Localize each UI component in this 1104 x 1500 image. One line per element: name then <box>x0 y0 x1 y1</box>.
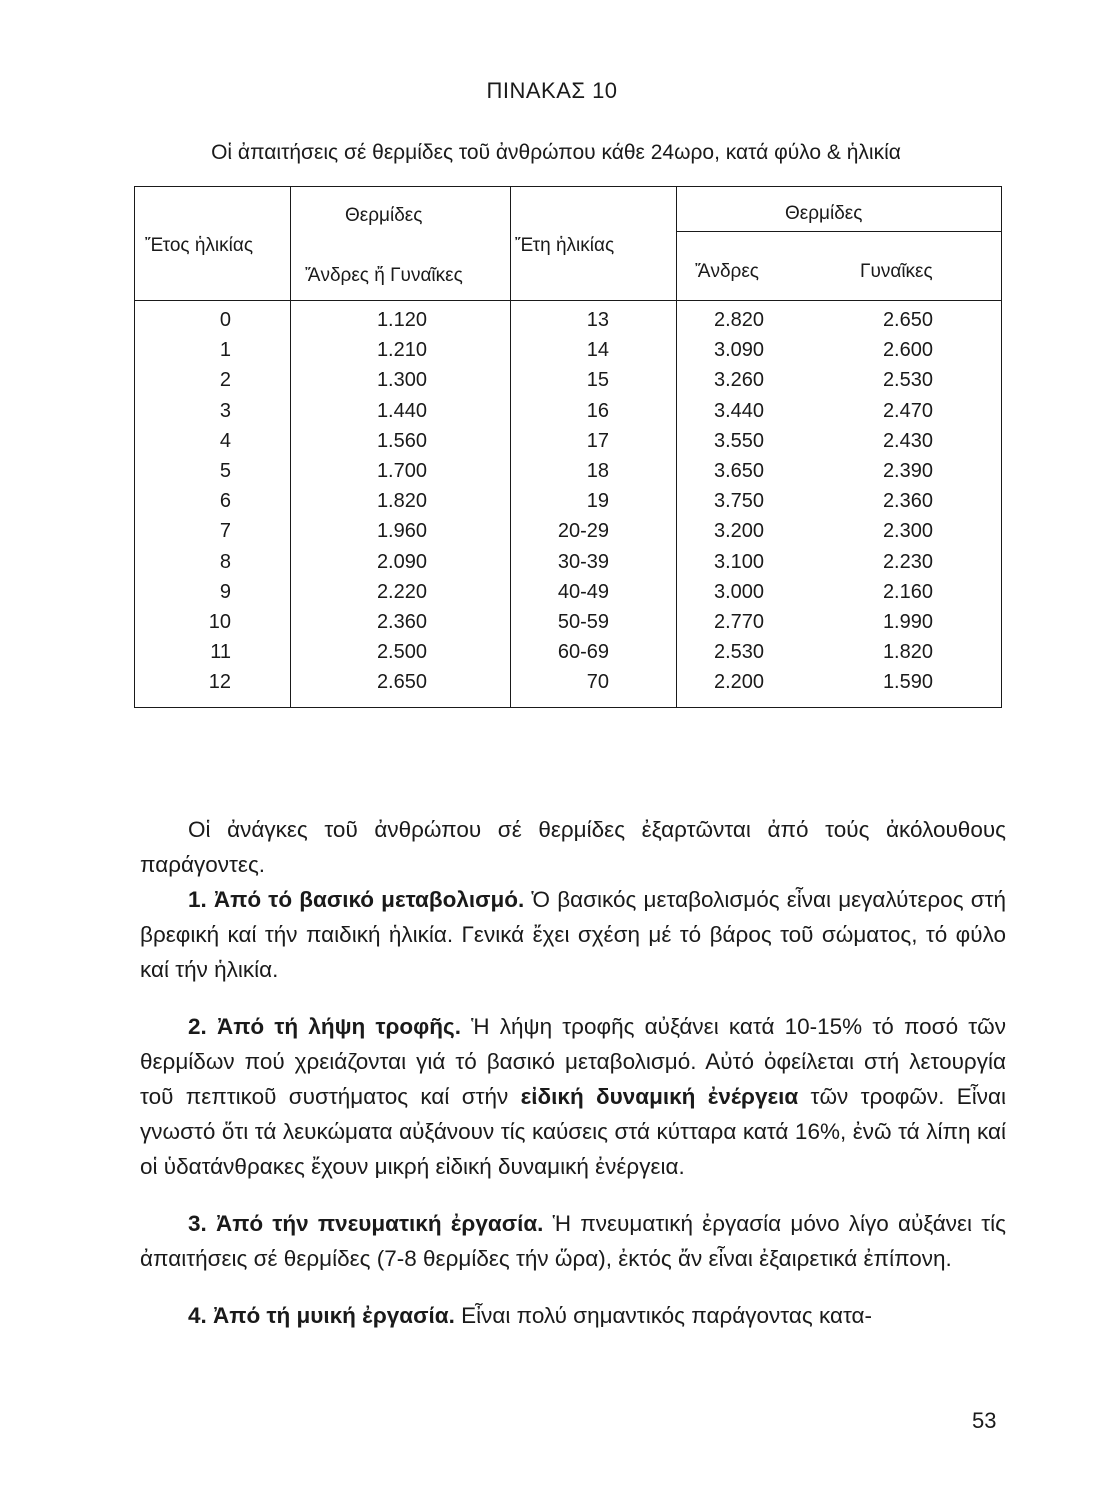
header-men: Ἄνδρες <box>695 261 759 282</box>
paragraph-spacer <box>140 1276 1006 1298</box>
paragraph-body: Ὁ βασικός μεταβολισμός εἶναι μεγαλύτερος στή βρεφική καί τήν παιδική ἡλικία. Γενικά ἔχει σχέση μέ τό βάρος τοῦ σώματος, τό φύλο καί τήν ἡλικία. <box>140 887 1006 982</box>
table-cell: 0 <box>219 309 231 331</box>
bold-term: εἰδική δυναμική ἐνέργεια <box>520 1084 799 1109</box>
paragraph-lead: 4. Ἀπό τή μυική ἐργασία. <box>188 1303 455 1328</box>
table-cell: 2.360 <box>882 490 933 513</box>
header-women: Γυναῖκες <box>860 261 933 282</box>
table-cell: 2.090 <box>376 550 427 573</box>
table-cell: 30-39 <box>557 550 609 573</box>
table-cell: 1.210 <box>376 339 427 362</box>
paragraph-spacer <box>140 1184 1006 1206</box>
paragraph-lead: 3. Ἀπό τήν πνευματική ἐργασία. <box>188 1211 544 1236</box>
table-cell: 1.440 <box>376 399 427 422</box>
table-cell: 2.770 <box>714 610 765 633</box>
table-cell: 50-59 <box>557 610 609 633</box>
table-cell: 6 <box>219 490 231 513</box>
table-cell: 60-69 <box>557 641 609 664</box>
table-cell: 10 <box>208 610 231 633</box>
table-cell: 70 <box>586 671 609 694</box>
paragraph-mental-work <box>140 1206 1006 1276</box>
paragraph-body: Εἶναι πολύ σημαντικός παράγοντας κατα- <box>454 1303 873 1328</box>
paragraph-food-intake <box>140 1009 1006 1184</box>
table-cell: 2.650 <box>882 309 933 331</box>
table-cell: 11 <box>210 641 231 664</box>
table-cell: 19 <box>586 490 609 513</box>
table-cell: 2.650 <box>376 671 427 694</box>
column-divider <box>510 187 511 707</box>
table-cell: 2.500 <box>376 641 427 664</box>
column-men <box>714 305 794 697</box>
table-cell: 1.120 <box>376 309 427 331</box>
table-cell: 2.600 <box>882 339 933 362</box>
paragraph-muscular-work <box>140 1298 1006 1333</box>
table-cell: 2.230 <box>882 550 933 573</box>
table-heading: ΠΙΝΑΚΑΣ 10 <box>486 78 618 103</box>
paragraph-body: τῶν τροφῶν. Εἶναι γνωστό ὅτι τά λευκώματα αὐξάνουν τίς καύσεις στά κύτταρα κατά 16%, ἐνῶ τά λίπη καί οἱ ὑδατάνθρακες ἔχουν μικρή εἰδική δυναμική ἐνέργεια. <box>140 1084 1006 1179</box>
table-cell: 7 <box>219 520 231 543</box>
table-cell: 2.390 <box>882 459 933 482</box>
paragraph-lead: 1. Ἀπό τό βασικό μεταβολισμό. <box>188 887 525 912</box>
table-cell: 3.550 <box>714 429 765 452</box>
table-cell: 3 <box>219 399 231 422</box>
table-cell: 2.300 <box>882 520 933 543</box>
table-cell: 2.470 <box>882 399 933 422</box>
header-divider <box>135 300 1001 301</box>
subheader-divider <box>676 231 1001 232</box>
table-cell: 2.820 <box>714 309 765 331</box>
table-cell: 40-49 <box>557 580 609 603</box>
table-cell: 15 <box>586 369 609 392</box>
table-cell: 13 <box>586 309 609 331</box>
table-cell: 3.100 <box>714 550 765 573</box>
header-calories-left: Θερμίδες <box>345 205 423 226</box>
table-cell: 2.160 <box>882 580 933 603</box>
table-cell: 1.960 <box>376 520 427 543</box>
table-cell: 18 <box>586 459 609 482</box>
table-cell: 3.090 <box>714 339 765 362</box>
table-cell: 3.000 <box>714 580 765 603</box>
table-cell: 2 <box>219 369 231 392</box>
table-cell: 2.530 <box>714 641 765 664</box>
table-cell: 3.200 <box>714 520 765 543</box>
column-divider <box>676 187 677 707</box>
table-cell: 1.990 <box>882 610 933 633</box>
table-cell: 12 <box>208 671 231 694</box>
table-cell: 1 <box>219 339 231 362</box>
table-cell: 1.700 <box>376 459 427 482</box>
table-cell: 14 <box>586 339 609 362</box>
header-calories-right: Θερμίδες <box>785 203 863 224</box>
table-cell: 2.200 <box>714 671 765 694</box>
paragraph-body: Ἡ πνευματική ἐργασία μόνο λίγο αὐξάνει τίς ἀπαιτήσεις σέ θερμίδες (7-8 θερμίδες τήν ὥρα), ἐκτός ἄν εἶναι ἐξαιρετικά ἐπίπονη. <box>140 1211 1006 1271</box>
paragraph-spacer <box>140 987 1006 1009</box>
paragraph-basal-metabolism <box>140 882 1006 987</box>
table-cell: 1.820 <box>376 490 427 513</box>
header-age-year: Ἔτος ἡλικίας <box>145 235 254 256</box>
table-cell: 3.750 <box>714 490 765 513</box>
header-men-or-women: Ἄνδρες ἤ Γυναῖκες <box>305 265 463 286</box>
body-text <box>140 812 1006 1333</box>
paragraph-body: Ἡ λήψη τροφῆς αὐξάνει κατά 10-15% τό ποσό τῶν θερμίδων πού χρειάζονται γιά τό βασικό μεταβολισμό. Αὐτό ὀφείλεται στή λετουργία τοῦ πεπτικοῦ συστήματος καί στήν <box>140 1014 1006 1109</box>
column-divider <box>290 187 291 707</box>
table-cell: 17 <box>586 429 609 452</box>
column-calories <box>335 305 427 697</box>
table-cell: 2.360 <box>376 610 427 633</box>
table-cell: 1.300 <box>376 369 427 392</box>
table-cell: 2.220 <box>376 580 427 603</box>
table-cell: 1.820 <box>882 641 933 664</box>
header-age-years: Ἔτη ἡλικίας <box>515 235 615 256</box>
column-age <box>165 305 231 697</box>
table-cell: 16 <box>586 399 609 422</box>
column-women <box>847 305 933 697</box>
intro-paragraph: Οἱ ἀνάγκες τοῦ ἀνθρώπου σέ θερμίδες ἐξαρτῶνται ἀπό τούς ἀκόλουθους παράγοντες. <box>140 817 1006 877</box>
table-cell: 1.560 <box>376 429 427 452</box>
table-cell: 1.590 <box>882 671 933 694</box>
page-number: 53 <box>972 1408 997 1433</box>
column-age-years <box>535 305 609 697</box>
table-cell: 3.260 <box>714 369 765 392</box>
table-cell: 4 <box>219 429 231 452</box>
table-cell: 20-29 <box>557 520 609 543</box>
table-caption: Οἱ ἀπαιτήσεις σέ θερμίδες τοῦ ἀνθρώπου κάθε 24ωρο, κατά φύλο & ἡλικία <box>211 141 901 164</box>
paragraph-lead: 2. Ἀπό τή λήψη τροφῆς. <box>188 1014 461 1039</box>
table-cell: 3.650 <box>714 459 765 482</box>
table-cell: 3.440 <box>714 399 765 422</box>
table-cell: 8 <box>219 550 231 573</box>
table-cell: 2.430 <box>882 429 933 452</box>
table-cell: 9 <box>219 580 231 603</box>
calorie-table <box>134 186 1002 708</box>
table-cell: 2.530 <box>882 369 933 392</box>
table-cell: 5 <box>219 459 231 482</box>
